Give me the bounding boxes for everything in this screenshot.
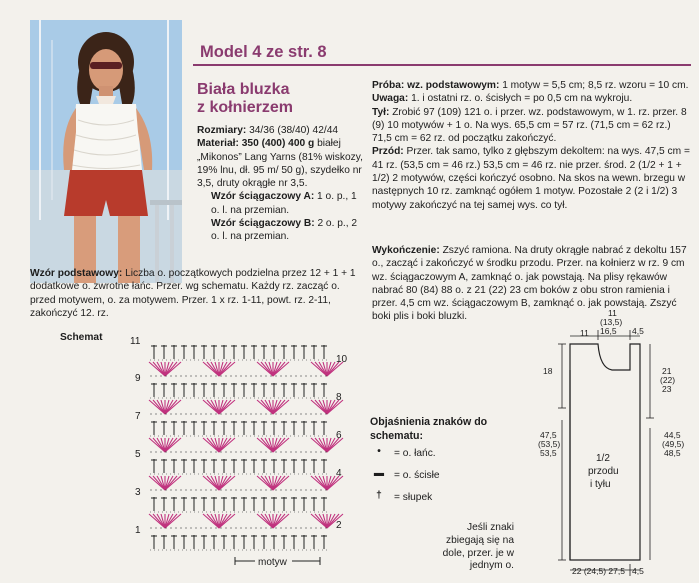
row-label-3: 3: [135, 487, 141, 498]
tyl-text: Zrobić 97 (109) 121 o. i przer. wz. podstawowym, w 1. rz. przer. 8 (9) 10 motywów + 1 o. Na wys. 65,5 cm = 57 rz. (71,5 cm = 62 rz.) 71,5 cm = 62 rz. od początku zakończyć.: [372, 106, 687, 145]
dim-top-135: (13,5): [600, 317, 623, 327]
tyl: [372, 106, 693, 146]
dim-right-22: (22): [660, 375, 676, 385]
legend-item: [372, 490, 512, 512]
slip-stitch-symbol: ▬: [373, 468, 385, 479]
material-amount: 350 (400) 400 g: [238, 138, 315, 150]
dim-left-535b: 53,5: [540, 448, 557, 458]
dim-bottom-45: 4,5: [632, 566, 644, 576]
proba: [372, 79, 693, 106]
przod-label: Przód:: [372, 146, 404, 158]
row-label-6: 6: [336, 430, 342, 441]
piece-name-2: przodu: [588, 466, 619, 477]
sizes-label: Rozmiary:: [197, 125, 247, 136]
rib-a-label: Wzór ściągaczowy A:: [211, 191, 315, 203]
basic-label: Wzór podstawowy:: [30, 268, 123, 279]
note-text: Jeśli znaki zbiegają się na dole, przer. je w jednym o.: [442, 522, 514, 572]
dim-top-165: 16,5: [600, 326, 617, 336]
chart-title: Schemat: [60, 332, 103, 343]
rib-b: [211, 217, 367, 244]
tyl-label: Tył:: [372, 106, 390, 118]
sizes: [197, 124, 367, 137]
product-title-line2: z kołnierzem: [197, 99, 294, 116]
przod-text: Przer. tak samo, tylko z głębszym dekoltem: na wys. 47,5 cm = 41 rz. (53,5 cm = 46 rz.) 53,5 cm = 46 rz. nie przer. środ. 2 (1/2 + 1 + 1/2) 2 motywów, części kończyć osobno. Na skos na wewn. brzegu w następnych 10 rz. zamknąć ogółem 1 motyw. Pozostałe 2 (2 i 1/2) 3 motywy zakończyć na tej samej wys. co tył.: [372, 146, 690, 211]
row-label-2: 2: [336, 520, 342, 531]
legend-text: = o. łańc.: [394, 448, 436, 459]
legend-item: [372, 446, 512, 468]
title-rule: [193, 64, 691, 66]
material-label: Materiał:: [197, 138, 239, 150]
model-photo: [30, 20, 182, 283]
product-title: [197, 81, 357, 117]
uwaga-text: 1. i ostatni rz. o. ścisłych = po 0,5 cm na wykroju.: [408, 93, 633, 105]
row-label-8: 8: [336, 392, 342, 403]
wyk-label: Wykończenie:: [372, 245, 440, 256]
piece-name-1: 1/2: [596, 453, 610, 464]
rib-a-text: 1 o. p., 1 o. l. na przemian.: [211, 191, 357, 216]
rib-b-label: Wzór ściągaczowy B:: [211, 218, 315, 230]
model-title: Model 4 ze str. 8: [200, 43, 327, 61]
instructions-section: [372, 79, 693, 212]
wyk-text: Zszyć ramiona. Na druty okrągłe nabrać z dekoltu 157 o., zacząć i zakończyć w środku przodu. Przer. na kołnierz w rz. 9 cm wz. ściągaczowym A, zamknąć o. jak powstają. Na plisy rękawów nabrać 80 (84) 88 o. z 21 (22) 23 cm boków z obu stron ramienia i przer. 4,5 cm wz. ściągaczowym B, zamknąć o. jak powstają. Zszyć boki plis i boki bluzki.: [372, 245, 687, 323]
dim-bottom: 22 (24,5) 27,5: [572, 566, 625, 576]
piece-name-3: i tyłu: [590, 479, 611, 490]
row-label-1: 1: [135, 525, 141, 536]
row-label-11: 11: [130, 336, 141, 347]
dim-left-475: 47,5: [540, 430, 557, 440]
legend-text: = o. ścisłe: [394, 470, 440, 481]
row-label-7: 7: [135, 411, 141, 422]
dim-right-485: 48,5: [664, 448, 681, 458]
product-title-line1: Biała bluzka: [197, 81, 290, 98]
row-label-4: 4: [336, 468, 342, 479]
dim-right-21: 21: [662, 366, 672, 376]
chart-labels: [120, 335, 350, 575]
proba-sub: wz. podstawowym:: [404, 80, 500, 91]
przod: [372, 145, 693, 211]
schematic-labels: [540, 308, 695, 578]
rib-b-text: 2 o. p., 2 o. l. na przemian.: [211, 218, 358, 243]
rib-a: [211, 190, 367, 217]
double-crochet-symbol: †: [376, 490, 382, 501]
row-label-10: 10: [336, 354, 348, 365]
dim-top-11b: 11: [608, 308, 617, 318]
motif-label: motyw: [258, 557, 287, 568]
material-text: białej „Mikonos” Lang Yarns (81% wiskozy, 19% lnu, dł. 95 m/ 50 g), szydełko nr 3,5, druty okrągłe nr 3,5.: [197, 138, 363, 190]
dim-right-23: 23: [662, 384, 672, 394]
legend-item: [372, 468, 512, 490]
legend-title: Objaśnienia znaków do schematu:: [370, 416, 488, 442]
uwaga-label: Uwaga:: [372, 93, 409, 105]
proba-text: 1 motyw = 5,5 cm; 8,5 rz. wzoru = 10 cm.: [499, 80, 689, 91]
dim-left-18: 18: [543, 366, 553, 376]
dim-right-495: (49,5): [662, 439, 685, 449]
row-label-5: 5: [135, 449, 141, 460]
sizes-value: 34/36 (38/40) 42/44: [246, 125, 339, 136]
material: [197, 137, 367, 190]
basic-pattern: [30, 267, 364, 320]
legend-text: = słupek: [394, 492, 433, 503]
basic-text: Liczba o. początkowych podzielna przez 12 + 1 + 1 dodatkowe o. zwrotne łańc. Przer. wg schematu. Każdy rz. zacząć o. przed motywem, o. za motywem. Przer. 1 x rz. 1-11, powt. rz. 2-11, zakończyć 12. rz.: [30, 268, 356, 319]
proba-label: Próba:: [372, 80, 405, 91]
dim-top-45: 4,5: [632, 326, 644, 336]
dim-top-11: 11: [580, 328, 589, 338]
dim-right-445: 44,5: [664, 430, 681, 440]
legend: [372, 446, 512, 512]
dim-left-535a: (53,5): [538, 439, 561, 449]
chain-symbol: •: [377, 446, 381, 457]
materials-section: [197, 124, 367, 244]
row-label-9: 9: [135, 373, 141, 384]
